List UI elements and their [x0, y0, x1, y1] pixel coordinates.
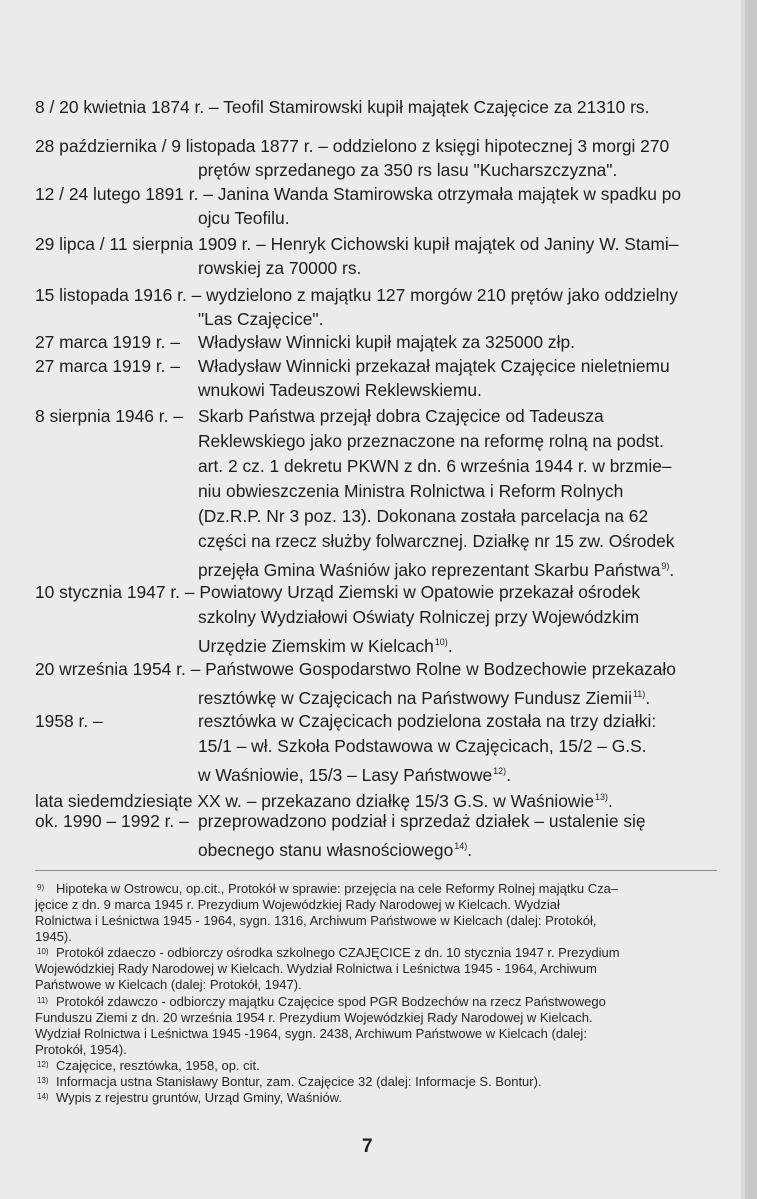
- entry-date: 27 marca 1919 r. –: [35, 356, 181, 376]
- footnote-line: Hipoteka w Ostrowcu, op.cit., Protokół w sprawie: przejęcia na cele Reformy Rolnej majątku Cza–: [56, 881, 619, 896]
- footnote-number: 11): [37, 996, 48, 1005]
- entry-line-with-ref: resztówkę w Czajęcicach na Państwowy Fundusz Ziemii$^{11)}$.: [198, 688, 651, 708]
- footnote-line: Funduszu Ziemi z dn. 20 września 1954 r. Prezydium Wojewódzkiej Rady Narodowej w Kielcach.: [35, 1010, 593, 1025]
- footnote-line: Protokół, 1954).: [35, 1042, 127, 1057]
- entry-date: 8 sierpnia 1946 r. –: [35, 406, 183, 426]
- footnote-ref: 13): [595, 792, 609, 802]
- footnote-line: Rolnictwa i Leśnictwa 1945 - 1964, sygn. 1316, Archiwum Państwowe w Kielcach (dalej: Protokół,: [35, 913, 597, 928]
- footnote-number: 9): [37, 883, 45, 892]
- footnote-line: Wydział Rolnictwa i Leśnictwa 1945 -1964, sygn. 2438, Archiwum Państwowe w Kielcach (dalej:: [35, 1026, 587, 1041]
- footnote-line: 1945).: [35, 929, 72, 944]
- entry-line: 12 / 24 lutego 1891 r. – Janina Wanda Stamirowska otrzymała majątek w spadku po: [35, 184, 682, 204]
- entry-line: 10 stycznia 1947 r. – Powiatowy Urząd Ziemski w Opatowie przekazał ośrodek: [35, 582, 641, 602]
- entry-line-with-ref: przejęła Gmina Waśniów jako reprezentant Skarbu Państwa$^{9)}$.: [198, 560, 675, 580]
- entry-line: resztówka w Czajęcicach podzielona została na trzy działki:: [198, 711, 657, 731]
- page-number: 7: [362, 1136, 373, 1157]
- footnote-divider: [35, 870, 717, 871]
- entry-line: prętów sprzedanego za 350 rs lasu "Kucharszczyzna".: [198, 160, 618, 180]
- entry-line: 28 października / 9 listopada 1877 r. – oddzielono z księgi hipotecznej 3 morgi 270: [35, 136, 670, 156]
- footnote-ref: 14): [454, 841, 468, 851]
- footnote-ref: 11): [632, 689, 646, 699]
- entry-line-with-ref: Urzędzie Ziemskim w Kielcach$^{10)}$.: [198, 636, 453, 656]
- footnote-number: 12): [37, 1060, 49, 1069]
- footnote-number: 14): [37, 1092, 49, 1101]
- footnote-line: Protokół zdawczo - odbiorczy majątku Czajęcice spod PGR Bodzechów na rzecz Państwowego: [56, 994, 606, 1009]
- entry-line: szkolny Wydziałowi Oświaty Rolniczej przy Wojewódzkim: [198, 607, 640, 627]
- entry-text: resztówkę w Czajęcicach na Państwowy Fundusz Ziemii: [198, 688, 632, 708]
- entry-line: 8 / 20 kwietnia 1874 r. – Teofil Stamirowski kupił majątek Czajęcice za 21310 rs.: [35, 97, 650, 117]
- entry-date: ok. 1990 – 1992 r. –: [35, 811, 189, 831]
- entry-line: rowskiej za 70000 rs.: [198, 258, 362, 278]
- entry-date: 1958 r. –: [35, 711, 103, 731]
- entry-line: Skarb Państwa przejął dobra Czajęcice od Tadeusza: [198, 406, 604, 426]
- entry-line: ojcu Teofilu.: [198, 208, 290, 228]
- entry-line-with-ref: obecnego stanu własnościowego$^{14)}$.: [198, 840, 473, 860]
- footnote-ref: 12): [493, 766, 507, 776]
- entry-line: Władysław Winnicki przekazał majątek Czajęcice nieletniemu: [198, 356, 670, 376]
- entry-line: art. 2 cz. 1 dekretu PKWN z dn. 6 września 1944 r. w brzmie–: [198, 456, 672, 476]
- entry-line: Reklewskiego jako przeznaczone na reformę rolną na podst.: [198, 431, 664, 451]
- footnote-line: Wojewódzkiej Rady Narodowej w Kielcach. Wydział Rolnictwa i Leśnictwa 1945 - 1964, Archiwum: [35, 961, 597, 976]
- entry-line: "Las Czajęcice".: [198, 309, 324, 329]
- entry-text: lata siedemdziesiąte XX w. – przekazano działkę 15/3 G.S. w Waśniowie: [35, 791, 595, 811]
- entry-text: przejęła Gmina Waśniów jako reprezentant Skarbu Państwa: [198, 560, 661, 580]
- entry-date: 27 marca 1919 r. –: [35, 332, 181, 352]
- entry-line: przeprowadzono podział i sprzedaż działek – ustalenie się: [198, 811, 646, 831]
- entry-line: 29 lipca / 11 sierpnia 1909 r. – Henryk Cichowski kupił majątek od Janiny W. Stami–: [35, 234, 679, 254]
- entry-line: 20 września 1954 r. – Państwowe Gospodarstwo Rolne w Bodzechowie przekazało: [35, 659, 676, 679]
- footnote-number: 13): [37, 1076, 49, 1085]
- footnote-line: Państwowe w Kielcach (dalej: Protokół, 1947).: [35, 977, 302, 992]
- footnote-ref: 9): [661, 561, 670, 571]
- entry-text: Urzędzie Ziemskim w Kielcach: [198, 636, 434, 656]
- footnote-line: Protokół zdaeczo - odbiorczy ośrodka szkolnego CZAJĘCICE z dn. 10 stycznia 1947 r. Prezydium: [56, 945, 620, 960]
- footnote-number: 10): [37, 947, 49, 956]
- entry-line: 15 listopada 1916 r. – wydzielono z majątku 127 morgów 210 prętów jako oddzielny: [35, 285, 678, 305]
- entry-line: 15/1 – wł. Szkoła Podstawowa w Czajęcicach, 15/2 – G.S.: [198, 736, 647, 756]
- footnote-line: Wypis z rejestru gruntów, Urząd Gminy, Waśniów.: [56, 1090, 342, 1105]
- entry-line: (Dz.R.P. Nr 3 poz. 13). Dokonana została parcelacja na 62: [198, 506, 649, 526]
- footnote-line: Czajęcice, resztówka, 1958, op. cit.: [56, 1058, 260, 1073]
- page-edge: [745, 0, 757, 1199]
- footnote-line: Informacja ustna Stanisławy Bontur, zam. Czajęcice 32 (dalej: Informacje S. Bontur).: [56, 1074, 542, 1089]
- footnote-ref: 10): [434, 637, 448, 647]
- entry-line-with-ref: lata siedemdziesiąte XX w. – przekazano działkę 15/3 G.S. w Waśniowie$^{13)}$.: [35, 791, 613, 811]
- footnote-line: jęcice z dn. 9 marca 1945 r. Prezydium Wojewódzkiej Rady Narodowej w Kielcach. Wydział: [35, 897, 560, 912]
- entry-line: Władysław Winnicki kupił majątek za 325000 złp.: [198, 332, 575, 352]
- entry-text: obecnego stanu własnościowego: [198, 840, 454, 860]
- entry-line: części na rzecz służby folwarcznej. Działkę nr 15 zw. Ośrodek: [198, 531, 675, 551]
- entry-line: niu obwieszczenia Ministra Rolnictwa i Reform Rolnych: [198, 481, 624, 501]
- entry-line: wnukowi Tadeuszowi Reklewskiemu.: [198, 380, 482, 400]
- entry-text: w Waśniowie, 15/3 – Lasy Państwowe: [198, 765, 493, 785]
- entry-line-with-ref: w Waśniowie, 15/3 – Lasy Państwowe$^{12)}$.: [198, 765, 512, 785]
